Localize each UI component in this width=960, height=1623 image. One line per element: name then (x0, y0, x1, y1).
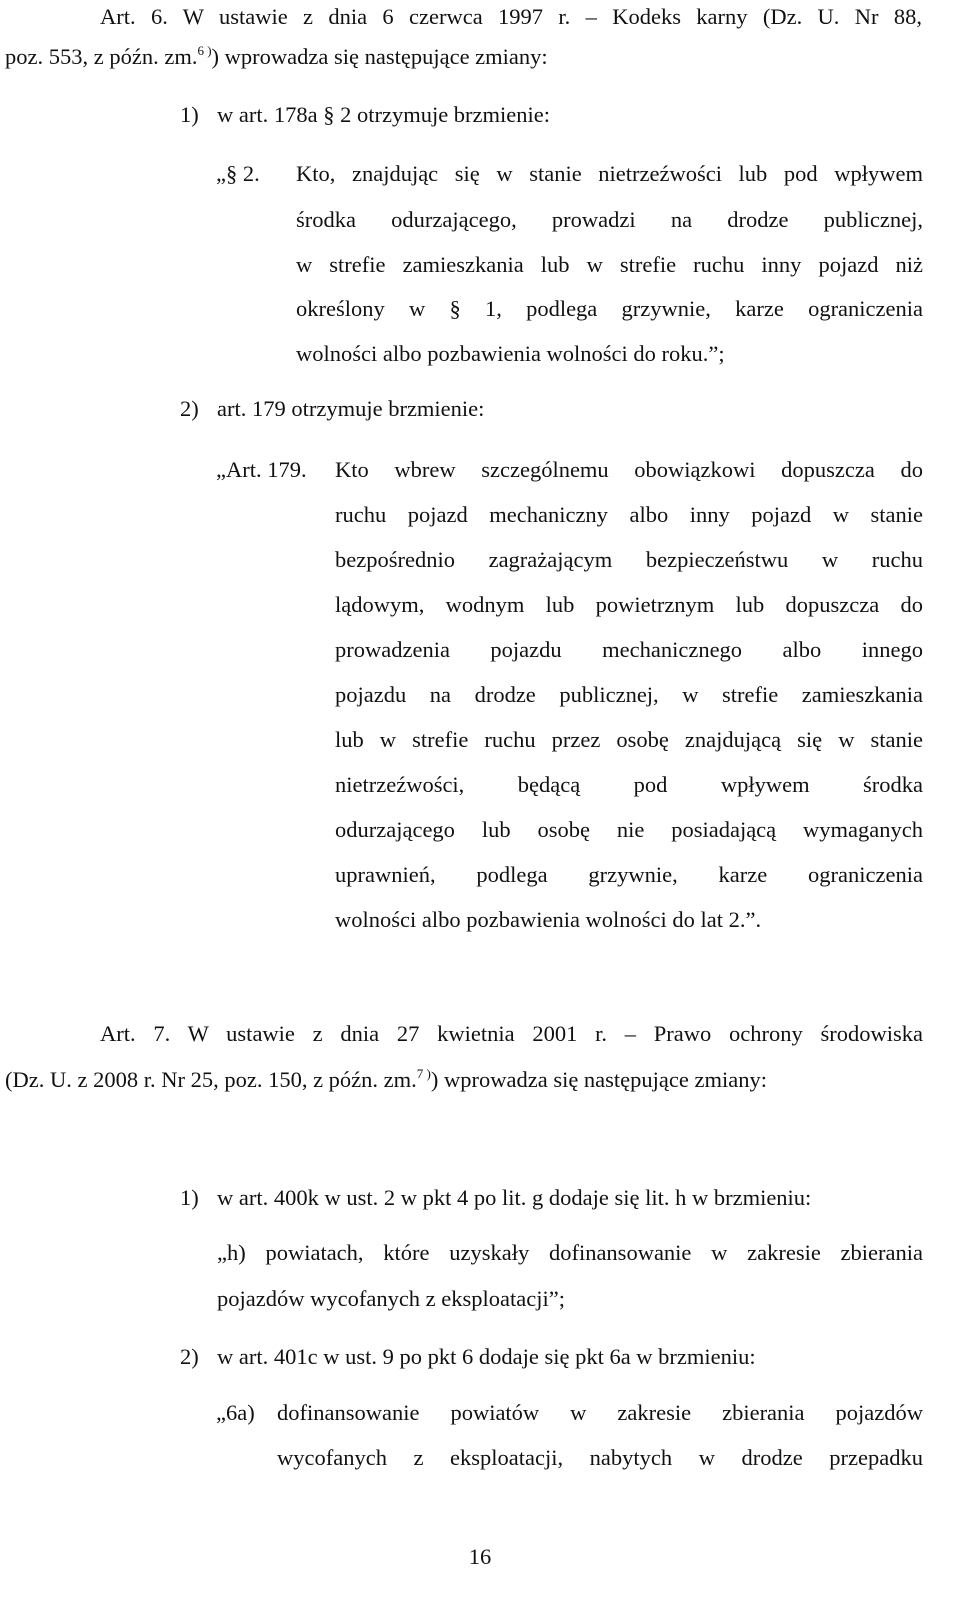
art179-quote-lead: „Art. 179. (216, 457, 307, 482)
pkt6a-quote-lead: „6a) (216, 1400, 255, 1425)
art178a-quote-lead: „§ 2. (216, 161, 260, 186)
art179-quote-line: lądowym, wodnym lub powietrznym lub dopuszcza do (335, 592, 923, 617)
art7-intro-line2 (5, 1066, 767, 1092)
art179-quote-line: odurzającego lub osobę nie posiadającą wymaganych (335, 817, 923, 842)
art7-intro-text-end: ) wprowadza się następujące zmiany: (430, 1067, 767, 1092)
art178a-quote-line: środka odurzającego, prowadzi na drodze publicznej, (296, 207, 923, 232)
art179-quote-line: wolności albo pozbawienia wolności do lat 2.”. (335, 907, 762, 932)
art7-intro-line1: Art. 7. W ustawie z dnia 27 kwietnia 2001 r. – Prawo ochrony środowiska (100, 1021, 923, 1046)
art7-point1-number: 1) (180, 1185, 199, 1210)
art179-quote-line: Kto wbrew szczególnemu obowiązkowi dopuszcza do (335, 457, 923, 482)
footnote-ref-6: 6 ) (197, 43, 212, 58)
art179-quote-line: ruchu pojazd mechaniczny albo inny pojazd w stanie (335, 502, 923, 527)
art178a-quote-line: w strefie zamieszkania lub w strefie ruchu inny pojazd niż (296, 252, 923, 277)
art6-intro-text-end: ) wprowadza się następujące zmiany: (211, 44, 548, 69)
art6-point2-text: art. 179 otrzymuje brzmienie: (217, 396, 485, 421)
art7-intro-text: (Dz. U. z 2008 r. Nr 25, poz. 150, z późn. zm. (5, 1067, 417, 1092)
art6-point1-text: w art. 178a § 2 otrzymuje brzmienie: (217, 102, 551, 127)
art179-quote-line: nietrzeźwości, będącą pod wpływem środka (335, 772, 923, 797)
art178a-quote-line: określony w § 1, podlega grzywnie, karze ograniczenia (296, 296, 923, 321)
art6-point1-number: 1) (180, 102, 199, 127)
art178a-quote-line: Kto, znajdując się w stanie nietrzeźwości lub pod wpływem (296, 161, 923, 186)
footnote-ref-7: 7 ) (416, 1066, 431, 1081)
pkt6a-quote-line: dofinansowanie powiatów w zakresie zbierania pojazdów (277, 1400, 923, 1425)
art179-quote-line: uprawnień, podlega grzywnie, karze ograniczenia (335, 862, 923, 887)
art6-point2-number: 2) (180, 396, 199, 421)
art6-intro-line1: Art. 6. W ustawie z dnia 6 czerwca 1997 r. – Kodeks karny (Dz. U. Nr 88, (100, 4, 922, 29)
art179-quote-line: lub w strefie ruchu przez osobę znajdującą się w stanie (335, 727, 923, 752)
lit-h-quote-line: pojazdów wycofanych z eksploatacji”; (217, 1286, 565, 1311)
page-number: 16 (468, 1544, 492, 1569)
art179-quote-line: bezpośrednio zagrażającym bezpieczeństwu w ruchu (335, 547, 923, 572)
art6-intro-text: poz. 553, z późn. zm. (5, 44, 198, 69)
pkt6a-quote-line: wycofanych z eksploatacji, nabytych w drodze przepadku (277, 1445, 923, 1470)
art7-point1-text: w art. 400k w ust. 2 w pkt 4 po lit. g dodaje się lit. h w brzmieniu: (217, 1185, 812, 1210)
art178a-quote-line: wolności albo pozbawienia wolności do roku.”; (296, 341, 725, 366)
art179-quote-line: pojazdu na drodze publicznej, w strefie zamieszkania (335, 682, 923, 707)
art179-quote-line: prowadzenia pojazdu mechanicznego albo innego (335, 637, 923, 662)
lit-h-quote-line: „h) powiatach, które uzyskały dofinansowanie w zakresie zbierania (217, 1240, 923, 1265)
art7-point2-number: 2) (180, 1344, 199, 1369)
art6-intro-line2 (5, 43, 548, 69)
art7-point2-text: w art. 401c w ust. 9 po pkt 6 dodaje się pkt 6a w brzmieniu: (217, 1344, 756, 1369)
